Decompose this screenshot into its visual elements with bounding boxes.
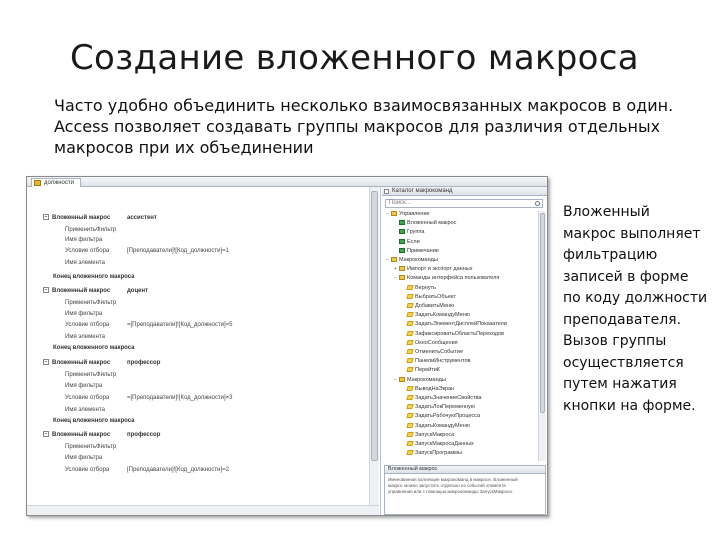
macro-block-row[interactable] bbox=[53, 417, 134, 425]
lightning-icon bbox=[406, 450, 413, 455]
tree-item-label: Макрокоманды bbox=[399, 257, 438, 263]
macro-argument-row[interactable] bbox=[65, 443, 116, 451]
row-label: Вложенный макрос bbox=[52, 215, 111, 221]
row-value[interactable]: профессор bbox=[127, 432, 161, 438]
help-panel bbox=[384, 465, 546, 515]
catalog-scrollbar[interactable] bbox=[538, 211, 546, 461]
catalog-tree-item[interactable] bbox=[402, 358, 470, 365]
lightning-icon bbox=[406, 340, 413, 345]
catalog-tree-item[interactable] bbox=[402, 423, 470, 430]
lightning-icon bbox=[406, 331, 413, 336]
intro-line: Access позволяет создавать группы макросов для различия отдельных bbox=[54, 117, 661, 136]
catalog-tree-item[interactable] bbox=[402, 395, 481, 402]
lightning-icon bbox=[406, 367, 413, 372]
row-label: Имя элемента bbox=[65, 407, 105, 413]
catalog-tree-item[interactable] bbox=[402, 294, 456, 301]
row-label: Конец вложенного макроса bbox=[53, 345, 135, 351]
macro-argument-row[interactable] bbox=[65, 259, 105, 267]
macro-block-row[interactable] bbox=[43, 287, 149, 295]
note-line: осуществляется bbox=[563, 354, 684, 371]
collapse-icon[interactable]: − bbox=[44, 214, 48, 221]
row-label: Имя фильтра bbox=[65, 383, 103, 389]
macro-argument-row[interactable] bbox=[65, 454, 102, 462]
macro-argument-row[interactable] bbox=[65, 299, 116, 307]
lightning-icon bbox=[406, 303, 413, 308]
macro-argument-row[interactable] bbox=[65, 371, 116, 379]
macro-block-row[interactable] bbox=[43, 431, 161, 439]
catalog-tree-item[interactable] bbox=[402, 441, 474, 448]
program-flow-icon bbox=[399, 248, 405, 253]
document-tab-bar bbox=[27, 177, 547, 187]
row-label: Имя элемента bbox=[65, 334, 105, 340]
slide-title: Создание вложенного макроса bbox=[70, 38, 639, 78]
expander-icon[interactable]: − bbox=[394, 275, 397, 282]
catalog-icon bbox=[384, 189, 389, 194]
help-line: макрос можно запустить отдельно из событий элемента bbox=[388, 483, 506, 488]
folder-icon bbox=[399, 275, 405, 280]
access-window-screenshot bbox=[26, 176, 548, 516]
macro-designer bbox=[27, 187, 381, 516]
row-label: Конец вложенного макроса bbox=[53, 418, 135, 424]
program-flow-icon bbox=[399, 220, 405, 225]
tree-item-label: ЗафиксироватьОбластьПереходов bbox=[415, 330, 504, 337]
row-value[interactable]: [Преподаватели]![Код_должности]=2 bbox=[127, 467, 229, 473]
row-label: Условие отбора bbox=[65, 395, 110, 401]
program-flow-icon bbox=[399, 239, 405, 244]
macro-block-row[interactable] bbox=[43, 214, 157, 222]
row-label: Условие отбора bbox=[65, 248, 110, 254]
warning-icon bbox=[399, 377, 405, 382]
row-label: ПрименитьФильтр bbox=[65, 227, 117, 233]
tree-item-label: Импорт и экспорт данных bbox=[407, 266, 473, 273]
tree-item-label: Вложенный макрос bbox=[407, 220, 457, 227]
intro-line: макросов при их объединении bbox=[54, 138, 314, 157]
lightning-icon bbox=[406, 432, 413, 437]
scroll-thumb[interactable] bbox=[371, 191, 378, 461]
macro-icon bbox=[34, 180, 41, 186]
expander-icon[interactable]: − bbox=[386, 211, 389, 217]
catalog-tree-item[interactable] bbox=[386, 211, 430, 218]
row-label: Конец вложенного макроса bbox=[53, 274, 135, 280]
catalog-tree-item[interactable] bbox=[394, 248, 439, 255]
row-label: ПрименитьФильтр bbox=[65, 300, 117, 306]
tree-item-label: ДобавитьМеню bbox=[415, 303, 455, 309]
macro-argument-row[interactable] bbox=[65, 382, 102, 390]
row-value[interactable]: доцент bbox=[127, 288, 149, 294]
side-note bbox=[563, 202, 715, 417]
tree-item-label: ЗадатьЭлементДисплейПоказатели bbox=[415, 321, 507, 328]
note-line: по коду должности bbox=[563, 290, 708, 306]
tree-item-label: ЗадатьКомандуМеню bbox=[415, 422, 470, 429]
tree-item-label: ЗапускПрограммы bbox=[415, 450, 462, 457]
row-label: Вложенный макрос bbox=[52, 288, 111, 294]
expander-icon[interactable]: + bbox=[394, 266, 397, 273]
catalog-tree-item[interactable] bbox=[394, 377, 446, 384]
catalog-tree-item[interactable] bbox=[402, 303, 454, 310]
help-title: Вложенный макрос bbox=[385, 466, 545, 474]
row-value[interactable]: =[Преподаватели]![Код_должности]=5 bbox=[127, 322, 233, 328]
lightning-icon bbox=[406, 358, 413, 363]
lightning-icon bbox=[406, 441, 413, 446]
lightning-icon bbox=[406, 285, 413, 290]
tree-item-label: ЗадатьРабочуюПроцесса bbox=[415, 413, 481, 420]
row-label: Условие отбора bbox=[65, 467, 110, 473]
tree-item-label: ЗадатьЛокПеременную bbox=[415, 404, 475, 411]
catalog-tree-item[interactable] bbox=[394, 239, 420, 246]
search-icon[interactable] bbox=[535, 201, 540, 206]
intro-line: Часто удобно объединить несколько взаимосвязанных макросов в один. bbox=[54, 96, 674, 115]
note-line: макрос выполняет bbox=[563, 225, 701, 242]
tab-label: должности bbox=[44, 180, 74, 186]
catalog-tree-item[interactable] bbox=[394, 275, 499, 282]
row-label: Вложенный макрос bbox=[52, 432, 111, 438]
catalog-header bbox=[382, 187, 548, 196]
note-line: Вложенный bbox=[563, 204, 650, 220]
catalog-tree-item[interactable] bbox=[402, 349, 463, 356]
row-label: Имя фильтра bbox=[65, 311, 103, 317]
folder-icon bbox=[399, 266, 405, 271]
search-placeholder: Поиск... bbox=[389, 200, 411, 206]
catalog-search-input[interactable] bbox=[385, 199, 543, 208]
expander-icon[interactable]: − bbox=[386, 257, 389, 263]
tab-macro[interactable] bbox=[31, 178, 81, 187]
collapse-icon[interactable]: − bbox=[44, 359, 48, 366]
macro-argument-row[interactable] bbox=[65, 406, 105, 414]
catalog-tree-item[interactable] bbox=[402, 386, 454, 393]
lightning-icon bbox=[406, 321, 413, 326]
catalog-tree-item[interactable] bbox=[394, 220, 456, 227]
tree-item-label: Если bbox=[407, 238, 420, 245]
tree-item-label: ЗадатьКомандуМеню bbox=[415, 312, 470, 319]
note-line: преподавателя. bbox=[563, 311, 682, 328]
designer-horizontal-scrollbar[interactable] bbox=[27, 505, 379, 515]
tree-item-label: ПерейтиК bbox=[415, 367, 440, 374]
help-line: управления или с помощью макрокоманды ЗапускМакроса. bbox=[388, 489, 514, 494]
row-label: ПрименитьФильтр bbox=[65, 444, 117, 450]
row-label: Вложенный макрос bbox=[52, 360, 111, 366]
macro-block-row[interactable] bbox=[43, 359, 161, 367]
catalog-tree-item[interactable] bbox=[394, 266, 472, 273]
row-label: Имя фильтра bbox=[65, 455, 103, 461]
row-label: Имя фильтра bbox=[65, 237, 103, 243]
macro-argument-row[interactable] bbox=[65, 321, 233, 329]
macro-argument-row[interactable] bbox=[65, 236, 102, 244]
macro-argument-row[interactable] bbox=[65, 333, 105, 341]
tree-item-label: ОтменитьСобытие bbox=[415, 349, 463, 355]
tree-item-label: Управление bbox=[399, 211, 430, 217]
lightning-icon bbox=[406, 386, 413, 391]
row-label: ПрименитьФильтр bbox=[65, 372, 117, 378]
row-value[interactable]: ассистент bbox=[127, 215, 157, 221]
catalog-tree-item[interactable] bbox=[402, 285, 436, 292]
macro-argument-row[interactable] bbox=[65, 226, 116, 234]
catalog-title: Каталог макрокоманд bbox=[392, 188, 453, 194]
macro-block-row[interactable] bbox=[53, 273, 134, 281]
tree-item-label: ПанелиИнструментов bbox=[415, 358, 471, 365]
lightning-icon bbox=[406, 395, 413, 400]
macro-argument-row[interactable] bbox=[65, 247, 229, 255]
row-value[interactable]: =[Преподаватели]![Код_должности]=3 bbox=[127, 395, 233, 401]
catalog-tree-item[interactable] bbox=[402, 404, 475, 411]
program-flow-icon bbox=[399, 229, 405, 234]
note-line: записей в форме bbox=[563, 268, 689, 285]
note-line: фильтрацию bbox=[563, 247, 658, 263]
tree-item-label: Вернуть bbox=[415, 284, 436, 291]
macro-argument-row[interactable] bbox=[65, 310, 102, 318]
row-value[interactable]: профессор bbox=[127, 360, 161, 366]
action-catalog-pane bbox=[382, 187, 548, 516]
tree-item-label: Команды интерфейса пользователя bbox=[407, 275, 500, 282]
folder-icon bbox=[391, 211, 397, 216]
help-text bbox=[385, 474, 545, 498]
collapse-icon[interactable]: − bbox=[44, 431, 48, 438]
designer-vertical-scrollbar[interactable] bbox=[369, 187, 379, 505]
tree-item-label: Макрокоманды bbox=[407, 376, 446, 383]
tree-item-label: ОкноСообщения bbox=[415, 339, 458, 346]
lightning-icon bbox=[406, 294, 413, 299]
macro-block-row[interactable] bbox=[53, 344, 134, 352]
lightning-icon bbox=[406, 413, 413, 418]
tree-item-label: ЗадатьЗначениеСвойства bbox=[415, 395, 482, 401]
note-line: путем нажатия bbox=[563, 376, 677, 392]
collapse-icon[interactable]: − bbox=[44, 287, 48, 294]
lightning-icon bbox=[406, 404, 413, 409]
catalog-tree-item[interactable] bbox=[402, 367, 440, 374]
tree-item-label: ВыбратьОбъект bbox=[415, 293, 456, 300]
tree-item-label: Примечание bbox=[407, 247, 439, 254]
catalog-tree-item[interactable] bbox=[402, 331, 504, 338]
folder-icon bbox=[391, 257, 397, 262]
catalog-tree-item[interactable] bbox=[402, 340, 458, 347]
note-line: кнопки на форме. bbox=[563, 397, 696, 414]
note-line: Вызов группы bbox=[563, 333, 667, 349]
catalog-tree-item[interactable] bbox=[386, 257, 438, 264]
tree-item-label: Группа bbox=[407, 229, 425, 236]
catalog-tree-item[interactable] bbox=[402, 312, 470, 319]
scroll-thumb[interactable] bbox=[540, 213, 545, 413]
lightning-icon bbox=[406, 312, 413, 317]
row-label: Условие отбора bbox=[65, 322, 110, 328]
catalog-tree-item[interactable] bbox=[402, 432, 454, 439]
tree-item-label: ЗапускМакросаДанных bbox=[415, 441, 474, 447]
catalog-tree-item[interactable] bbox=[402, 321, 507, 328]
help-line: Именованная коллекция макрокоманд в макросе. Вложенный bbox=[388, 477, 518, 482]
catalog-tree-item[interactable] bbox=[402, 450, 462, 457]
intro-text bbox=[54, 95, 704, 158]
lightning-icon bbox=[406, 423, 413, 428]
catalog-tree-item[interactable] bbox=[402, 413, 480, 420]
catalog-tree-item[interactable] bbox=[394, 229, 424, 236]
row-label: Имя элемента bbox=[65, 260, 105, 266]
lightning-icon bbox=[406, 349, 413, 354]
tree-item-label: ВыводНаЭкран bbox=[415, 385, 455, 392]
expander-icon[interactable]: − bbox=[394, 376, 397, 383]
macro-argument-row[interactable] bbox=[65, 394, 233, 402]
tree-item-label: ЗапускМакроса bbox=[415, 431, 455, 438]
macro-argument-row[interactable] bbox=[65, 466, 229, 474]
row-value[interactable]: [Преподаватели]![Код_должности]=1 bbox=[127, 248, 229, 254]
